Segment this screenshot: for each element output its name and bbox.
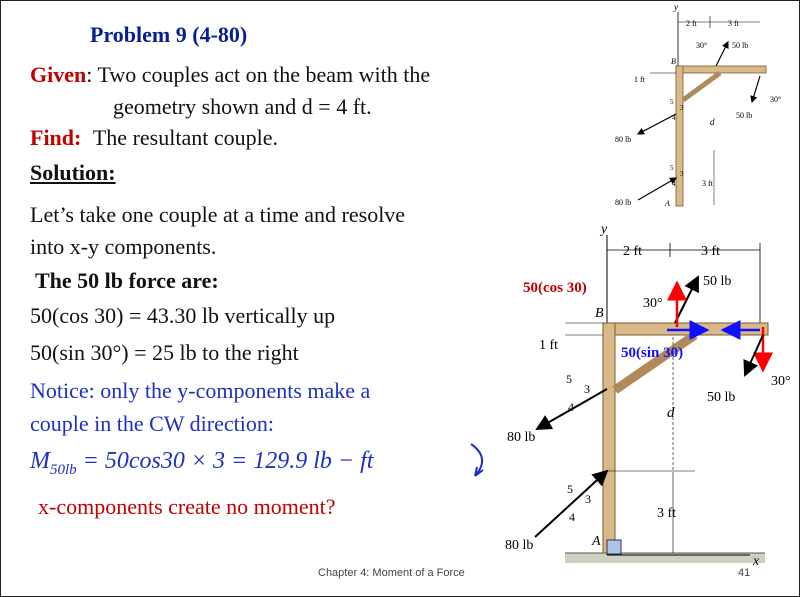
small-angle-right: 30° [770, 95, 782, 104]
large-tri-3-upper: 3 [584, 382, 590, 396]
small-tri-3-lower: 3 [680, 170, 684, 178]
given-label: Given [30, 62, 87, 87]
given-text-1: Two couples act on the beam with the [97, 62, 431, 87]
find-label: Find: [30, 125, 82, 150]
given-text-2: geometry shown and d = 4 ft. [113, 94, 372, 119]
small-force-left-upper-arrow [638, 114, 676, 134]
small-tri-4-lower: 4 [672, 180, 676, 188]
large-force-top-arrow [675, 277, 698, 323]
large-brace [615, 335, 695, 390]
small-frame-figure [610, 0, 800, 210]
notice-line-2: couple in the CW direction: [30, 411, 274, 436]
find-text: The resultant couple. [92, 125, 278, 150]
large-angle-right: 30° [771, 374, 791, 389]
given-line-1 [30, 62, 430, 88]
large-dim-3ft-top: 3 ft [701, 244, 721, 259]
large-y-label: y [601, 222, 608, 237]
small-label-B: B [671, 57, 676, 66]
annot-cos-label: 50(cos 30) [523, 280, 587, 296]
moment-rhs: = 50cos30 × 3 = 129.9 lb − ft [76, 448, 374, 474]
slide-title: Problem 9 (4-80) [90, 22, 248, 47]
large-tri-4-upper: 4 [568, 400, 574, 414]
large-label-A: A [592, 534, 601, 549]
large-frame-figure [495, 215, 800, 585]
find-line [30, 125, 278, 151]
equation-cos: 50(cos 30) = 43.30 lb vertically up [30, 303, 336, 328]
large-dim-1ft: 1 ft [539, 338, 559, 353]
large-force-left-upper: 80 lb [507, 430, 536, 445]
small-dim-3ft-top: 3 ft [728, 19, 739, 28]
small-brace [683, 73, 720, 100]
small-label-d: d [710, 117, 715, 127]
page-number: 41 [738, 567, 751, 579]
large-force-right: 50 lb [707, 390, 736, 405]
small-dim-2ft: 2 ft [686, 19, 697, 28]
large-angle-top: 30° [643, 296, 663, 311]
moment-symbol: M [30, 448, 50, 474]
small-dim-3ft-side: 3 ft [702, 179, 713, 188]
small-force-right-arrow [752, 76, 760, 102]
large-tri-5-upper: 5 [566, 372, 572, 386]
small-force-left-lower: 80 lb [615, 198, 632, 207]
small-tri-3-upper: 3 [680, 104, 684, 112]
intro-line-1: Let’s take one couple at a time and resolve [30, 202, 406, 227]
large-tri-5-lower: 5 [567, 482, 573, 496]
small-y-label: y [674, 2, 678, 12]
cw-rotation-icon [465, 440, 495, 484]
small-force-left-upper: 80 lb [615, 135, 632, 144]
footer-text: Chapter 4: Moment of a Force [318, 567, 465, 579]
large-force-top: 50 lb [703, 274, 732, 289]
large-dim-3ft-side: 3 ft [657, 506, 677, 521]
small-column [676, 66, 683, 206]
large-dim-2ft: 2 ft [623, 244, 643, 259]
large-label-B: B [595, 306, 604, 321]
small-force-top: 50 lb [732, 41, 749, 50]
annot-sin-label: 50(sin 30) [621, 345, 684, 361]
small-tri-4-upper: 4 [672, 114, 676, 122]
given-colon: : [86, 62, 93, 87]
small-tri-5-lower: 5 [670, 164, 674, 172]
large-tri-4-lower: 4 [569, 510, 575, 524]
large-label-d: d [667, 405, 675, 421]
small-angle-top: 30° [696, 41, 708, 50]
small-label-A: A [665, 199, 670, 208]
small-beam [676, 66, 766, 73]
large-column [603, 323, 615, 553]
intro-line-2: into x-y components. [30, 234, 217, 259]
large-tri-3-lower: 3 [585, 492, 591, 506]
small-tri-5-upper: 5 [670, 98, 674, 106]
small-dim-1ft: 1 ft [634, 75, 645, 84]
large-force-left-lower-arrow [535, 471, 607, 537]
force-heading: The 50 lb force are: [35, 268, 219, 293]
large-force-left-lower: 80 lb [505, 538, 534, 553]
large-force-right-arrow [745, 335, 763, 375]
large-x-label: x [753, 554, 760, 569]
large-support-A [607, 540, 621, 554]
question-text: x-components create no moment? [38, 494, 336, 519]
solution-label: Solution: [30, 160, 116, 185]
small-force-left-lower-arrow [638, 178, 676, 200]
moment-equation [30, 448, 373, 479]
notice-line-1: Notice: only the y-components make a [30, 378, 371, 403]
equation-sin: 50(sin 30°) = 25 lb to the right [30, 340, 299, 365]
moment-subscript: 50lb [50, 461, 77, 478]
small-force-right: 50 lb [736, 111, 753, 120]
